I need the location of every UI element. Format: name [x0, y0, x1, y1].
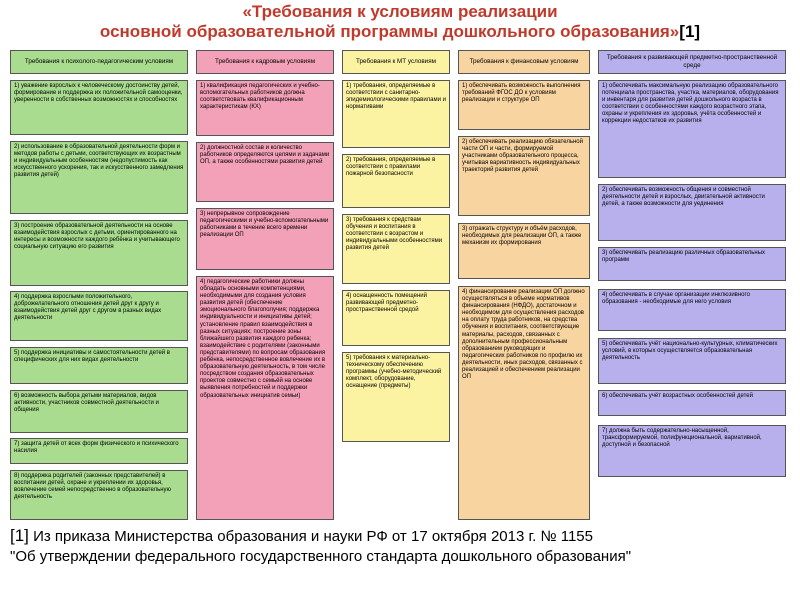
- requirement-box: 5) обеспечивать учёт национально-культурных, климатических условий, в которых осуществляется образовательная деятельность: [598, 338, 786, 384]
- slide-title-line1: «Требования к условиям реализации: [242, 2, 558, 21]
- column-header: Требования к психолого-педагогическим условиям: [10, 50, 188, 74]
- requirement-box: 2) должностной состав и количество работников определяются целями и задачами ОП, а также особенностями развития детей: [196, 142, 334, 202]
- requirement-box: 7) должна быть содержательно-насыщенной, трансформируемой, полифункциональной, вариативной, доступной и безопасной: [598, 425, 786, 477]
- requirement-box: 2) обеспечивать возможность общения и совместной деятельности детей и взрослых, двигательной активности детей, а также возможности для уединения: [598, 184, 786, 241]
- column-header: Требования к МТ условиям: [342, 50, 450, 74]
- requirement-box: 3) обеспечивать реализацию различных образовательных программ: [598, 247, 786, 281]
- requirement-box: 1) обеспечивать максимальную реализацию образовательного потенциала пространства, участка, материалов, оборудования и инвентаря для развития детей дошкольного возраста в соответствии с особенностями каждого возрастного этапа, охраны и укрепления их здоровья, учёта особенностей и коррекции недостатков их развития: [598, 80, 786, 178]
- column-header: Требования к кадровым условиям: [196, 50, 334, 74]
- footnote-document-title: "Об утверждении федерального государственного стандарта дошкольного образования": [10, 548, 632, 565]
- requirement-box: 3) отражать структуру и объём расходов, необходимых для реализации ОП, а также механизм их формирования: [458, 223, 590, 279]
- requirement-box: 2) обеспечивать реализацию обязательной части ОП и части, формируемой участниками образовательного процесса, учитывая вариативность индивидуальных траекторий развития детей: [458, 136, 590, 216]
- footnote-text: Из приказа Министерства образования и науки РФ от 17 октября 2013 г. № 1155: [33, 528, 593, 545]
- requirement-box: 3) непрерывное сопровождение педагогическими и учебно-вспомогательными работниками в течение всего времени реализации ОП: [196, 208, 334, 270]
- requirement-box: 4) финансирование реализации ОП должно осуществляться в объеме нормативов финансирования (НФДО), достаточном и необходимом для осуществления расходов на оплату труда работников, на средства обучения и воспитания, соответствующие материалы, расходов, связанных с дополнительным профессиональным образованием руководящих и педагогических работников по профилю их деятельности, иных расходов, связанных с реализацией и обеспечением реализации ОП: [458, 286, 590, 520]
- requirement-box: 7) защита детей от всех форм физического и психического насилия: [10, 438, 188, 464]
- column-header: Требования к развивающей предметно-пространственной среде: [598, 50, 786, 74]
- requirement-box: 1) требования, определяемые в соответствии с санитарно-эпидемиологическими правилами и нормативами: [342, 80, 450, 148]
- requirement-box: 4) оснащенность помещений развивающей предметно-пространственной средой: [342, 290, 450, 346]
- slide-title-text: основной образовательной программы дошкольного образования»: [99, 22, 680, 41]
- requirement-box: 2) требования, определяемые в соответствии с правилами пожарной безопасности: [342, 154, 450, 208]
- requirement-box: 5) требования к материально-техническому обеспечению программы (учебно-методический комплект, оборудование, оснащение (предметы): [342, 352, 450, 442]
- requirement-box: 5) поддержка инициативы и самостоятельности детей в специфических для них видах деятельности: [10, 347, 188, 384]
- requirement-box: 1) уважение взрослых к человеческому достоинству детей, формирование и поддержка их положительной самооценки, уверенности в собственных возможностях и способностях: [10, 80, 188, 135]
- requirement-box: 4) поддержка взрослыми положительного, доброжелательного отношения детей друг к другу и взаимодействия детей друг с другом в разных видах деятельности: [10, 291, 188, 341]
- requirement-box: 6) возможность выбора детьми материалов, видов активности, участников совместной деятельности и общения: [10, 390, 188, 433]
- requirement-box: 1) квалификация педагогических и учебно-вспомогательных работников должна соответствовать квалификационным характеристикам (КХ): [196, 80, 334, 136]
- requirement-box: 8) поддержка родителей (законных представителей) в воспитании детей, охране и укреплении их здоровья, вовлечение семей непосредственно в образовательную деятельность: [10, 470, 188, 520]
- requirement-box: 4) педагогические работники должны обладать основными компетенциями, необходимыми для создания условия развития детей (обеспечение эмоционального благополучия; поддержка индивидуальности и инициативы детей; установление правил взаимодействия в разных ситуациях; построение зоны ближайшего развития каждого ребенка; взаимодействие с родителями (законными представителями) по вопросам образования ребёнка, непосредственное вовлечение их в образовательную деятельность, в том числе посредством создания образовательных проектов совместно с семьёй на основе выявления потребностей и поддержки образовательных инициатив семьи): [196, 276, 334, 520]
- requirement-box: 1) обеспечивать возможность выполнения требований ФГОС ДО к условиям реализации и структуре ОП: [458, 80, 590, 130]
- footnote-source: [10, 527, 790, 546]
- requirement-box: 3) требования к средствам обучения и воспитания в соответствии с возрастом и индивидуальными особенностями развития детей: [342, 214, 450, 284]
- requirement-box: 2) использование в образовательной деятельности форм и методов работы с детьми, соответствующих их возрастным и индивидуальным особенностям (недопустимость как искусственного ускорения, так и искусственного замедления развития детей): [10, 141, 188, 214]
- footnote-ref: [1]: [10, 526, 29, 545]
- slide-title-line2: [0, 22, 800, 42]
- column-header: Требования к финансовым условиям: [458, 50, 590, 74]
- title-footnote-ref: [1]: [679, 22, 701, 41]
- requirement-box: 3) построение образовательной деятельности на основе взаимодействия взрослых с детьми, ориентированного на интересы и возможности каждого ребёнка и учитывающего социальную ситуацию его развития: [10, 220, 188, 286]
- requirement-box: 6) обеспечивать учёт возрастных особенностей детей: [598, 390, 786, 416]
- requirement-box: 4) обеспечивать в случае организации инклюзивного образования - необходимые для него условия: [598, 289, 786, 331]
